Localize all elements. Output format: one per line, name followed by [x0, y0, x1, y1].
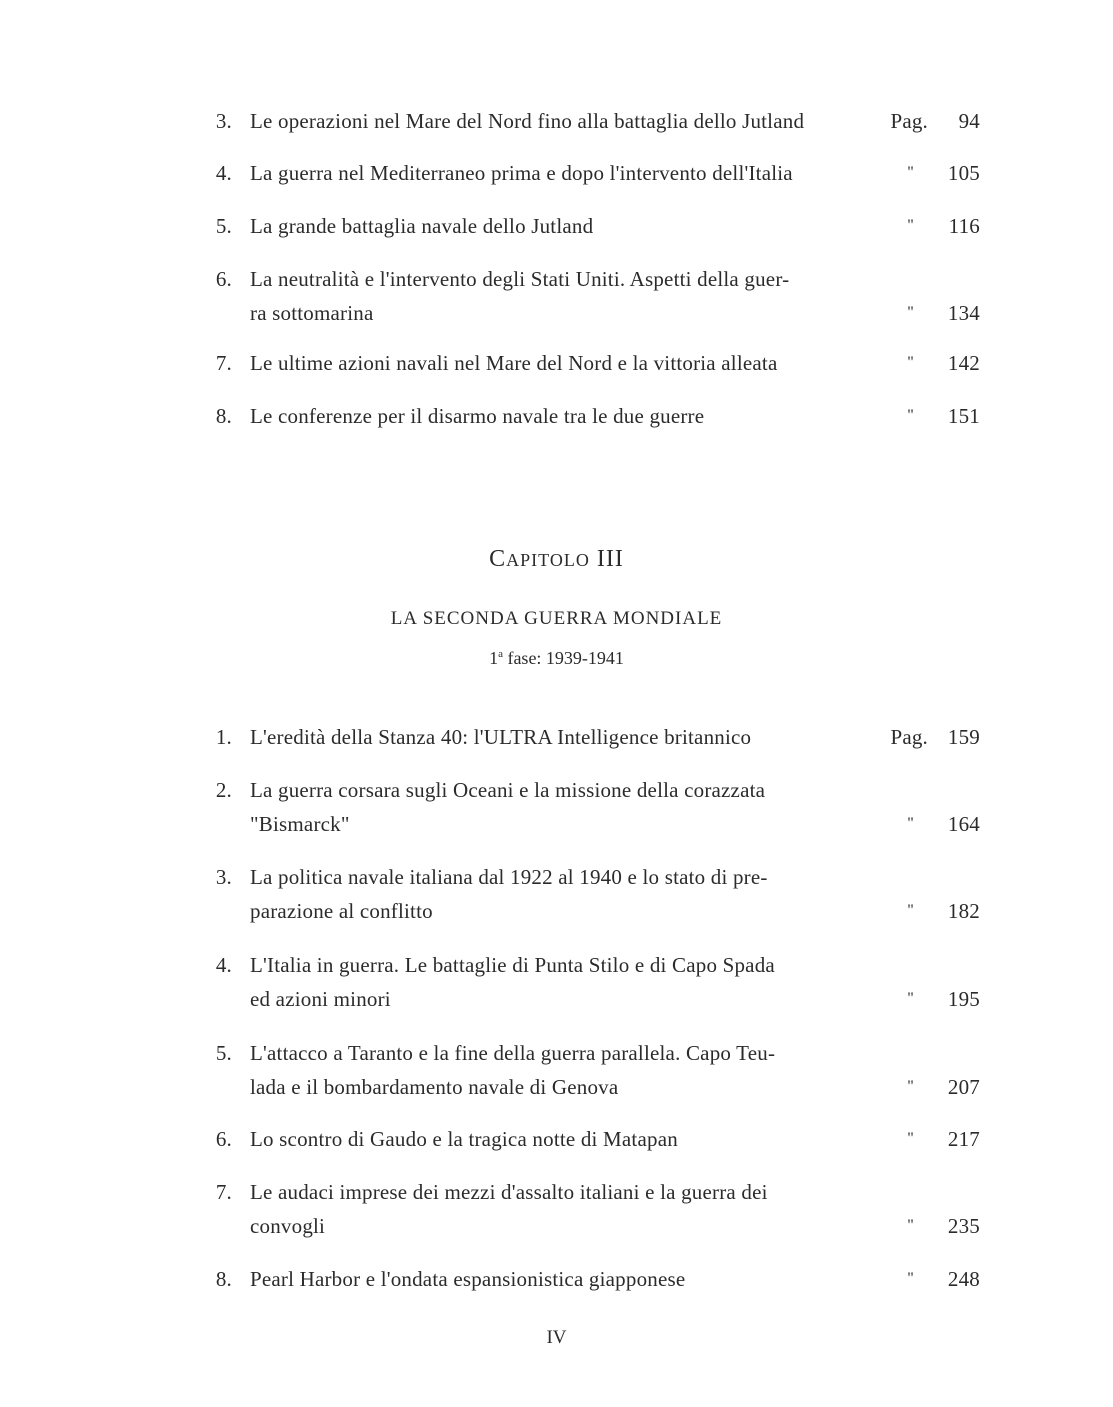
entry-number: 2.: [215, 778, 232, 802]
entry-number: 5.: [215, 214, 232, 238]
entry-title: Le audaci imprese dei mezzi d'assalto italiani e la guerra dei: [250, 1180, 768, 1204]
toc-entry: [210, 104, 980, 138]
page-number: 134: [947, 301, 980, 325]
page-folio: IV: [546, 1327, 567, 1348]
entry-title-continued: parazione al conflitto: [250, 899, 433, 923]
page-number: 142: [947, 351, 980, 375]
entry-title: Le operazioni nel Mare del Nord fino alla battaglia dello Jutland: [250, 109, 805, 133]
entry-title: Pearl Harbor e l'ondata espansionistica giapponese: [250, 1267, 686, 1291]
entry-title: L'eredità della Stanza 40: l'ULTRA Intelligence britannico: [250, 725, 752, 749]
page-label: Pag.: [890, 109, 928, 133]
page-number: 217: [947, 1127, 980, 1151]
chapter-label-rest: APITOLO: [506, 550, 590, 570]
toc-entry: [210, 1175, 980, 1243]
ditto-mark: ": [907, 304, 914, 321]
ditto-mark: ": [907, 407, 914, 424]
entry-title: La guerra corsara sugli Oceani e la missione della corazzata: [250, 778, 766, 802]
toc-entry: [210, 1262, 980, 1296]
phase-text: fase: 1939-1941: [502, 648, 624, 668]
entry-title: La guerra nel Mediterraneo prima e dopo l'intervento dell'Italia: [250, 161, 793, 185]
chapter-numeral: III: [596, 546, 624, 572]
entry-title-continued: convogli: [250, 1214, 326, 1238]
toc-entry: [210, 860, 980, 928]
entry-title-continued: ra sottomarina: [250, 301, 374, 325]
ditto-mark: ": [907, 217, 914, 234]
page-number: 164: [947, 812, 980, 836]
phase-number: 1: [489, 648, 499, 668]
page-number: 182: [947, 899, 980, 923]
entry-number: 7.: [215, 1180, 232, 1204]
entry-number: 6.: [215, 267, 232, 291]
entry-number: 4.: [215, 953, 232, 977]
toc-entry: [210, 720, 980, 754]
ditto-mark: ": [907, 1130, 914, 1147]
toc-entry: [210, 773, 980, 841]
ditto-mark: ": [907, 902, 914, 919]
toc-entry: [210, 346, 980, 380]
chapter-subtitle: LA SECONDA GUERRA MONDIALE: [390, 608, 723, 629]
ditto-mark: ": [907, 354, 914, 371]
page-number: 195: [947, 987, 980, 1011]
entry-title: La neutralità e l'intervento degli Stati Uniti. Aspetti della guer-: [250, 267, 790, 291]
entry-number: 6.: [215, 1127, 232, 1151]
page-number: 248: [947, 1267, 980, 1291]
chapter-heading: [0, 546, 1113, 573]
ditto-mark: ": [907, 990, 914, 1007]
entry-number: 3.: [215, 109, 232, 133]
page-number: 94: [958, 109, 980, 133]
page-number: 159: [947, 725, 980, 749]
toc-entry: [210, 948, 980, 1016]
entry-title: La politica navale italiana dal 1922 al 1940 e lo stato di pre-: [250, 865, 768, 889]
toc-entry: [210, 209, 980, 243]
entry-number: 3.: [215, 865, 232, 889]
entry-title: L'Italia in guerra. Le battaglie di Punta Stilo e di Capo Spada: [250, 953, 775, 977]
page-number: 116: [948, 214, 980, 238]
entry-number: 5.: [215, 1041, 232, 1065]
page-label: Pag.: [890, 725, 928, 749]
entry-title: Lo scontro di Gaudo e la tragica notte di Matapan: [250, 1127, 678, 1151]
entry-number: 8.: [215, 1267, 232, 1291]
entry-number: 4.: [215, 161, 232, 185]
ditto-mark: ": [907, 1217, 914, 1234]
ditto-mark: ": [907, 1270, 914, 1287]
entry-title-continued: lada e il bombardamento navale di Genova: [250, 1075, 619, 1099]
entry-number: 8.: [215, 404, 232, 428]
entry-title: La grande battaglia navale dello Jutland: [250, 214, 594, 238]
entry-number: 7.: [215, 351, 232, 375]
page-number: 151: [947, 404, 980, 428]
ditto-mark: ": [907, 164, 914, 181]
ditto-mark: ": [907, 1078, 914, 1095]
ditto-mark: ": [907, 815, 914, 832]
entry-title: L'attacco a Taranto e la fine della guerra parallela. Capo Teu-: [250, 1041, 776, 1065]
chapter-phase: [0, 648, 1113, 669]
toc-entry: [210, 156, 980, 190]
entry-title: Le ultime azioni navali nel Mare del Nord e la vittoria alleata: [250, 351, 778, 375]
page-number: 207: [947, 1075, 980, 1099]
toc-entry: [210, 1122, 980, 1156]
toc-entry: [210, 262, 980, 330]
chapter-label-initial: C: [489, 546, 507, 572]
page-number: 235: [947, 1214, 980, 1238]
entry-title: Le conferenze per il disarmo navale tra le due guerre: [250, 404, 705, 428]
entry-title-continued: "Bismarck": [250, 812, 350, 836]
toc-entry: [210, 399, 980, 433]
page-number: 105: [947, 161, 980, 185]
entry-number: 1.: [215, 725, 232, 749]
entry-title-continued: ed azioni minori: [250, 987, 391, 1011]
phase-superscript: a: [498, 648, 503, 660]
toc-entry: [210, 1036, 980, 1104]
